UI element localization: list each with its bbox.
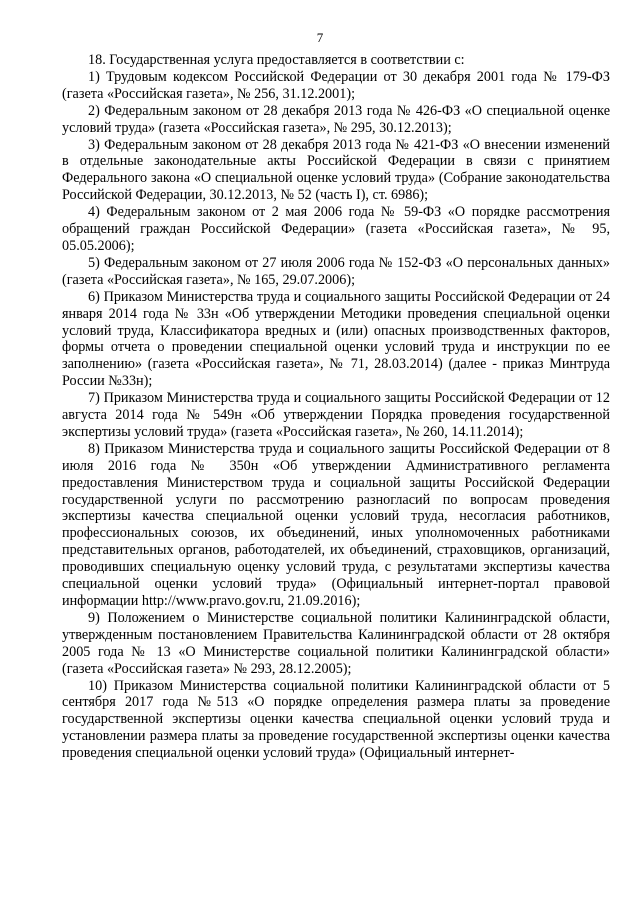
list-item-4: 4) Федеральным законом от 2 мая 2006 года № 59-ФЗ «О порядке рассмотрения обращений граждан Российской Федерации» (газета «Российская газета», № 95, 05.05.2006); xyxy=(62,204,610,254)
list-item-3: 3) Федеральным законом от 28 декабря 2013 года № 421-ФЗ «О внесении изменений в отдельные законодательные акты Российской Федерации в связи с принятием Федерального закона «О специальной оценке условий труда» (Собрание законодательства Российской Федерации, 30.12.2013, № 52 (часть I), ст. 6986); xyxy=(62,136,610,204)
list-item-9: 9) Положением о Министерстве социальной политики Калининградской области, утвержденным постановлением Правительства Калининградской области от 28 октября 2005 года № 13 «О Министерстве социальной политики Калининградской области» (газета «Российская газета» № 293, 28.12.2005); xyxy=(62,609,610,677)
page-number: 7 xyxy=(316,30,324,45)
list-item-2: 2) Федеральным законом от 28 декабря 2013 года № 426-ФЗ «О специальной оценке условий труда» (газета «Российская газета», № 295, 30.12.2013); xyxy=(62,102,610,136)
list-item-5: 5) Федеральным законом от 27 июля 2006 года № 152-ФЗ «О персональных данных» (газета «Российская газета», № 165, 29.07.2006); xyxy=(62,254,610,288)
document-body xyxy=(62,52,610,762)
list-item-1: 1) Трудовым кодексом Российской Федерации от 30 декабря 2001 года № 179-ФЗ (газета «Российская газета», № 256, 31.12.2001); xyxy=(62,68,610,102)
paragraph-18-intro: 18. Государственная услуга предоставляется в соответствии с: xyxy=(88,52,465,68)
list-item-10: 10) Приказом Министерства социальной политики Калининградской области от 5 сентября 2017 года №513 «О порядке определения размера платы за проведение государственной экспертизы оценки качества специальной оценки условий труда и установлении размера платы за проведение государственной экспертизы оценки качества проведения специальной оценки условий труда» (Официальный интернет- xyxy=(62,677,610,762)
list-item-7: 7) Приказом Министерства труда и социального защиты Российской Федерации от 12 августа 2014 года № 549н «Об утверждении Порядка проведения государственной экспертизы условий труда» (газета «Российская газета», № 260, 14.11.2014); xyxy=(62,390,610,440)
list-item-6: 6) Приказом Министерства труда и социального защиты Российской Федерации от 24 января 2014 года № 33н «Об утверждении Методики проведения специальной оценки условий труда, Классификатора вредных и (или) опасных производственных факторов, формы отчета о проведении специальной оценки условий труда и инструкции по ее заполнению» (газета «Российская газета», № 71, 28.03.2014) (далее - приказ Минтруда России №33н); xyxy=(62,288,610,390)
list-item-8: 8) Приказом Министерства труда и социального защиты Российской Федерации от 8 июля 2016 года № 350н «Об утверждении Административного регламента предоставления Министерством труда и социальной защиты Российской Федерации государственной услуги по рассмотрению разногласий по вопросам проведения экспертизы качества специальной оценки условий труда, несогласия работников, профессиональных союзов, их объединений, иных уполномоченных работниками представительных органов, работодателей, их объединений, страховщиков, организаций, проводивших специальную оценку условий труда, с результатами экспертизы качества специальной оценки условий труда» (Официальный интернет-портал правовой информации http://www.pravo.gov.ru, 21.09.2016); xyxy=(62,440,610,609)
